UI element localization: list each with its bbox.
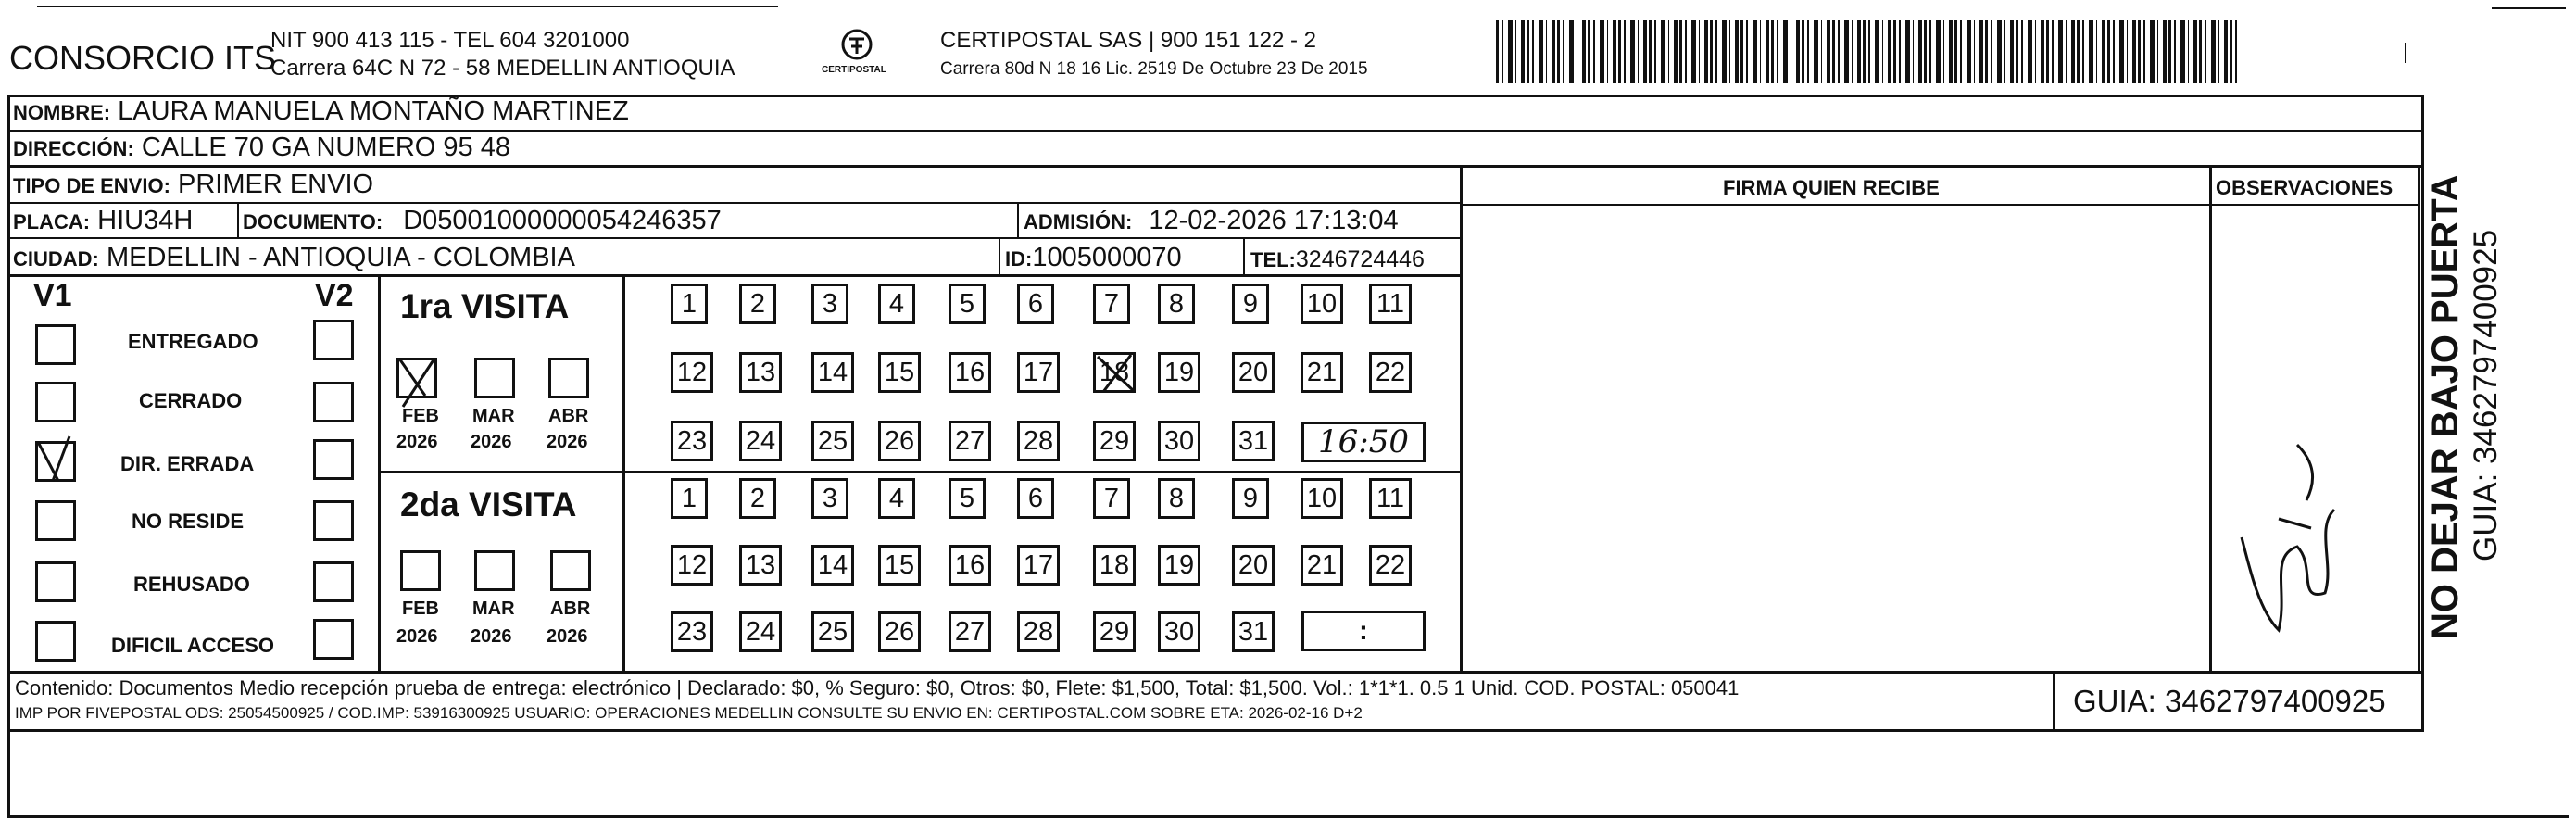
side-guia: GUIA: 3462797400925	[2468, 229, 2504, 561]
admision-field	[1024, 206, 1399, 236]
visit2-day-16[interactable]: 16	[949, 545, 991, 586]
visit1-day-22[interactable]: 22	[1369, 352, 1412, 393]
v1-checkbox-dificil-acceso[interactable]	[35, 621, 76, 662]
id-field	[1005, 243, 1182, 273]
ciudad-value: MEDELLIN - ANTIOQUIA - COLOMBIA	[106, 243, 575, 272]
bottom-edge	[7, 815, 2569, 818]
visit2-day-21[interactable]: 21	[1301, 545, 1343, 586]
visit-col-divider	[622, 276, 625, 672]
admision-value: 12-02-2026 17:13:04	[1149, 206, 1399, 235]
footer-imp: IMP POR FIVEPOSTAL ODS: 25054500925 / COD.IMP: 53916300925 USUARIO: OPERACIONES MEDELLIN CONSULTE SU ENVIO EN: CERTIPOSTAL.COM SOBRE ETA: 2026-02-16 D+2	[15, 704, 1363, 722]
checkmark-x-icon	[394, 355, 440, 407]
visit2-month-label-abr: ABR	[550, 599, 591, 619]
v2-checkbox-no-reside[interactable]	[313, 500, 354, 541]
visit2-day-17[interactable]: 17	[1017, 545, 1060, 586]
visit1-day-12[interactable]: 12	[671, 352, 713, 393]
visit1-month-feb[interactable]	[396, 358, 437, 398]
visit2-title: 2da VISITA	[400, 485, 577, 523]
tel-label: TEL:	[1250, 248, 1296, 271]
visit1-day-4[interactable]: 4	[878, 284, 915, 324]
right-tick	[2405, 43, 2406, 63]
visit1-day-3[interactable]: 3	[811, 284, 848, 324]
footer-guia: GUIA: 3462797400925	[2073, 684, 2386, 718]
tipo-label: TIPO DE ENVIO:	[13, 174, 170, 197]
status-col-divider	[378, 276, 381, 672]
visit1-year-feb: 2026	[396, 432, 438, 452]
visit1-month-abr[interactable]	[548, 358, 589, 398]
handwritten-signature	[2223, 408, 2353, 639]
direccion-value: CALLE 70 GA NUMERO 95 48	[141, 132, 510, 162]
row-divider-3	[7, 202, 1462, 204]
id-divider	[1243, 239, 1245, 274]
visit1-day-5[interactable]: 5	[949, 284, 986, 324]
visit1-day-30[interactable]: 30	[1158, 421, 1200, 461]
visit1-day-31[interactable]: 31	[1232, 421, 1275, 461]
visit2-time-box[interactable]: :	[1301, 611, 1426, 651]
obs-col-right	[2418, 167, 2420, 672]
visit2-day-27[interactable]: 27	[949, 611, 991, 652]
tipo-row	[13, 170, 373, 200]
visit1-day-15[interactable]: 15	[878, 352, 921, 393]
visit2-month-label-mar: MAR	[472, 599, 515, 619]
status-dificil-acceso: DIFICIL ACCESO	[111, 634, 275, 657]
certipostal-line-2: Carrera 80d N 18 16 Lic. 2519 De Octubre 23 De 2015	[940, 59, 1368, 79]
visit2-day-20[interactable]: 20	[1232, 545, 1275, 586]
v2-label: V2	[315, 278, 354, 313]
visit2-day-15[interactable]: 15	[878, 545, 921, 586]
visit2-day-19[interactable]: 19	[1158, 545, 1200, 586]
visit1-day-28[interactable]: 28	[1017, 421, 1060, 461]
visit1-day-23[interactable]: 23	[671, 421, 713, 461]
v2-checkbox-rehusado[interactable]	[313, 561, 354, 602]
obs-col-left	[2209, 167, 2212, 672]
visit2-year-feb: 2026	[396, 626, 438, 647]
visit2-day-2[interactable]: 2	[739, 478, 776, 519]
visit1-day-26[interactable]: 26	[878, 421, 921, 461]
visit1-day-21[interactable]: 21	[1301, 352, 1343, 393]
visit1-day-9[interactable]: 9	[1232, 284, 1269, 324]
visit2-day-4[interactable]: 4	[878, 478, 915, 519]
admision-label: ADMISIÓN:	[1024, 210, 1133, 233]
v1-checkbox-dir-errada[interactable]	[35, 441, 76, 482]
certipostal-logo	[810, 26, 903, 82]
visit2-day-14[interactable]: 14	[811, 545, 854, 586]
visit2-day-3[interactable]: 3	[811, 478, 848, 519]
visit1-day-20[interactable]: 20	[1232, 352, 1275, 393]
visit2-year-mar: 2026	[471, 626, 512, 647]
visit2-day-8[interactable]: 8	[1158, 478, 1195, 519]
visit1-day-8[interactable]: 8	[1158, 284, 1195, 324]
visit2-day-11[interactable]: 11	[1369, 478, 1412, 519]
placa-value: HIU34H	[97, 206, 194, 235]
placa-field	[13, 206, 193, 236]
ciudad-label: CIUDAD:	[13, 247, 99, 271]
visit2-year-abr: 2026	[547, 626, 588, 647]
nombre-value: LAURA MANUELA MONTAÑO MARTINEZ	[118, 96, 629, 126]
visit1-day-1[interactable]: 1	[671, 284, 708, 324]
tel-value: 3246724446	[1295, 246, 1425, 272]
visit1-day-25[interactable]: 25	[811, 421, 854, 461]
status-cerrado: CERRADO	[139, 389, 243, 412]
visit2-month-abr[interactable]	[550, 550, 591, 591]
row-divider-2	[7, 165, 2424, 168]
id-label: ID:	[1005, 247, 1033, 271]
documento-divider	[1017, 204, 1019, 237]
visit1-day-7[interactable]: 7	[1093, 284, 1130, 324]
visit2-day-22[interactable]: 22	[1369, 545, 1412, 586]
guia-box-left	[2053, 671, 2055, 732]
status-no-reside: NO RESIDE	[132, 510, 245, 533]
v2-checkbox-dir-errada[interactable]	[313, 439, 354, 480]
visit1-day-16[interactable]: 16	[949, 352, 991, 393]
logo-text: CERTIPOSTAL	[822, 65, 886, 75]
tipo-value: PRIMER ENVIO	[177, 170, 374, 199]
footer-contenido: Contenido: Documentos Medio recepción prueba de entrega: electrónico | Declarado: $0, % Seguro: $0, Otros: $0, Flete: $1,500, Total: $1,500. Vol.: 1*1*1. 0.5 1 Unid. COD. POSTAL: 050041	[15, 676, 1740, 700]
visit2-day-28[interactable]: 28	[1017, 611, 1060, 652]
visit1-day-13[interactable]: 13	[739, 352, 782, 393]
visit2-day-13[interactable]: 13	[739, 545, 782, 586]
v2-checkbox-cerrado[interactable]	[313, 382, 354, 422]
header-underline	[1460, 204, 2420, 206]
v1-checkbox-no-reside[interactable]	[35, 500, 76, 541]
nombre-label: NOMBRE:	[13, 101, 111, 124]
documento-label: DOCUMENTO:	[243, 210, 383, 233]
company-address: Carrera 64C N 72 - 58 MEDELLIN ANTIOQUIA	[270, 56, 735, 81]
visit1-day-2[interactable]: 2	[739, 284, 776, 324]
barcode	[1496, 20, 2237, 83]
visit2-month-label-feb: FEB	[402, 599, 439, 619]
placa-label: PLACA:	[13, 210, 91, 233]
ciudad-divider	[999, 239, 1000, 274]
firma-header: FIRMA QUIEN RECIBE	[1723, 176, 1940, 199]
visit1-month-label-mar: MAR	[472, 406, 515, 426]
nit-line: NIT 900 413 115 - TEL 604 3201000	[270, 28, 630, 53]
footer-divider	[7, 671, 2424, 674]
nombre-row	[13, 96, 629, 127]
visit1-year-abr: 2026	[547, 432, 588, 452]
visit-separator	[378, 471, 1462, 473]
visit1-title: 1ra VISITA	[400, 287, 570, 325]
visit2-day-26[interactable]: 26	[878, 611, 921, 652]
v1-label: V1	[33, 278, 72, 313]
top-edge-line	[37, 6, 778, 7]
checkmark-x-icon	[32, 435, 73, 483]
visit1-day-11[interactable]: 11	[1369, 284, 1412, 324]
status-rehusado: REHUSADO	[133, 573, 250, 596]
v2-checkbox-dificil-acceso[interactable]	[313, 619, 354, 660]
visit1-day-6[interactable]: 6	[1017, 284, 1054, 324]
certipostal-line-1: CERTIPOSTAL SAS | 900 151 122 - 2	[940, 28, 1316, 53]
v1-checkbox-rehusado[interactable]	[35, 561, 76, 602]
visit2-day-9[interactable]: 9	[1232, 478, 1269, 519]
visit2-day-6[interactable]: 6	[1017, 478, 1054, 519]
observaciones-header: OBSERVACIONES	[2216, 176, 2394, 199]
visit2-day-12[interactable]: 12	[671, 545, 713, 586]
visit1-day-17[interactable]: 17	[1017, 352, 1060, 393]
row-divider-1	[7, 130, 2424, 132]
visit2-day-18[interactable]: 18	[1093, 545, 1136, 586]
v2-checkbox-entregado[interactable]	[313, 320, 354, 360]
visit2-day-30[interactable]: 30	[1158, 611, 1200, 652]
visit1-day-18[interactable]: 18	[1093, 352, 1136, 393]
status-dir-errada: DIR. ERRADA	[120, 452, 255, 475]
visit2-day-25[interactable]: 25	[811, 611, 854, 652]
visit2-day-5[interactable]: 5	[949, 478, 986, 519]
visit1-day-14[interactable]: 14	[811, 352, 854, 393]
company-name: CONSORCIO ITS	[9, 39, 277, 77]
visit2-month-mar[interactable]	[474, 550, 515, 591]
visit1-day-19[interactable]: 19	[1158, 352, 1200, 393]
visit2-day-7[interactable]: 7	[1093, 478, 1130, 519]
left-extension	[7, 732, 10, 817]
placa-divider	[237, 204, 239, 237]
visit2-day-24[interactable]: 24	[739, 611, 782, 652]
visit2-day-29[interactable]: 29	[1093, 611, 1136, 652]
side-no-dejar: NO DEJAR BAJO PUERTA	[2425, 174, 2466, 639]
visit2-day-1[interactable]: 1	[671, 478, 708, 519]
visit1-month-label-abr: ABR	[548, 406, 589, 426]
documento-value: D05001000000054246357	[403, 206, 722, 235]
firma-col-left	[1460, 167, 1463, 672]
checkmark-x-icon	[1094, 351, 1140, 397]
visit2-day-31[interactable]: 31	[1232, 611, 1275, 652]
documento-field	[243, 206, 722, 236]
visit2-month-feb[interactable]	[400, 550, 441, 591]
visit1-day-27[interactable]: 27	[949, 421, 991, 461]
v1-checkbox-entregado[interactable]	[35, 324, 76, 365]
row-divider-5	[7, 274, 1462, 277]
id-value: 1005000070	[1032, 243, 1182, 272]
visit2-day-23[interactable]: 23	[671, 611, 713, 652]
tel-field	[1250, 246, 1425, 273]
status-entregado: ENTREGADO	[128, 330, 258, 353]
direccion-row	[13, 132, 510, 163]
top-right-edge-line	[2492, 7, 2566, 9]
ciudad-field	[13, 243, 575, 273]
visit2-day-10[interactable]: 10	[1301, 478, 1343, 519]
visit1-day-24[interactable]: 24	[739, 421, 782, 461]
visit1-time-box[interactable]: 16:50	[1301, 422, 1426, 462]
visit1-day-29[interactable]: 29	[1093, 421, 1136, 461]
visit1-month-label-feb: FEB	[402, 406, 439, 426]
visit1-day-10[interactable]: 10	[1301, 284, 1343, 324]
visit1-year-mar: 2026	[471, 432, 512, 452]
visit1-month-mar[interactable]	[474, 358, 515, 398]
v1-checkbox-cerrado[interactable]	[35, 382, 76, 422]
direccion-label: DIRECCIÓN:	[13, 137, 134, 160]
